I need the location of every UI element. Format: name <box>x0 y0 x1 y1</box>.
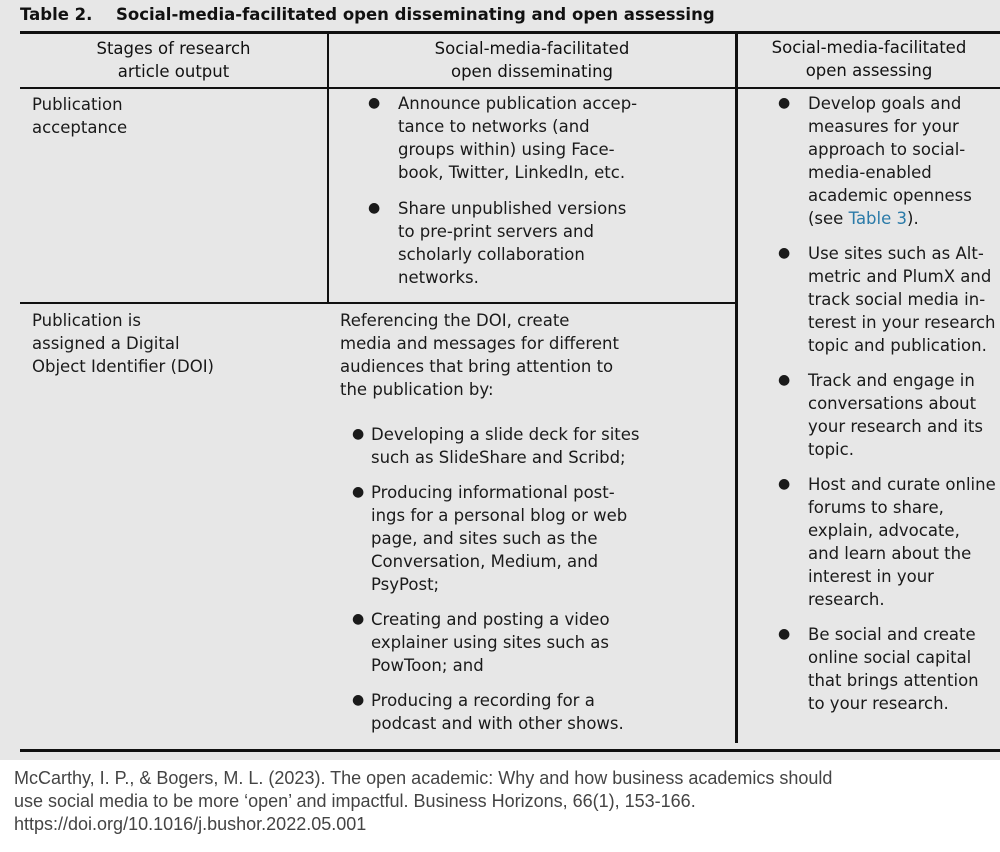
cell-line: Conversation, Medium, and <box>371 552 599 571</box>
cell-line: explainer using sites such as <box>371 633 610 652</box>
bullet-icon: ● <box>352 484 365 500</box>
bullet-icon: ● <box>352 426 365 442</box>
list-item <box>340 689 735 735</box>
cell-line: acceptance <box>32 118 128 137</box>
cell-line: Be social and create <box>808 625 976 644</box>
cell-line: Producing a recording for a <box>371 691 595 710</box>
citation-line: use social media to be more ‘open’ and impactful. Business Horizons, 66(1), 153-166. <box>14 791 696 811</box>
table-3-link[interactable]: Table 3 <box>848 209 908 228</box>
text-fragment: ). <box>907 209 919 228</box>
cell-line: topic and publication. <box>808 336 987 355</box>
header-line: Social-media-facilitated <box>434 39 630 58</box>
cell-line: audiences that bring attention to <box>340 357 614 376</box>
bullet-icon: ● <box>778 245 791 261</box>
cell-line: groups within) using Face- <box>398 140 615 159</box>
cell-line: the publication by: <box>340 380 494 399</box>
cell-line: forums to share, <box>808 498 944 517</box>
bullet-icon: ● <box>368 200 381 216</box>
cell-line: Creating and posting a video <box>371 610 610 629</box>
cell-line: explain, advocate, <box>808 521 960 540</box>
list-item <box>340 92 735 184</box>
cell-line: that brings attention <box>808 671 979 690</box>
list-item <box>738 369 1000 461</box>
cell-line: terest in your research <box>808 313 996 332</box>
bullet-icon: ● <box>352 692 365 708</box>
cell-line: media-enabled <box>808 163 932 182</box>
cell-line: Developing a slide deck for sites <box>371 425 640 444</box>
citation-line: McCarthy, I. P., & Bogers, M. L. (2023). The open academic: Why and how business academics should <box>14 768 833 788</box>
table-title <box>20 5 715 24</box>
text-fragment: (see <box>808 209 849 228</box>
cell-line: academic openness <box>808 186 972 205</box>
header-assessing <box>738 36 1000 82</box>
header-line: Social-media-facilitated <box>771 38 967 57</box>
bullet-icon: ● <box>778 372 791 388</box>
bullet-icon: ● <box>778 476 791 492</box>
cell-line <box>808 207 1000 230</box>
cell-line: topic. <box>808 440 854 459</box>
cell-line: assigned a Digital <box>32 334 180 353</box>
cell-line: and learn about the <box>808 544 972 563</box>
stage-doi-assigned <box>32 309 322 378</box>
cell-line: your research and its <box>808 417 983 436</box>
citation-doi-link[interactable]: https://doi.org/10.1016/j.bushor.2022.05.001 <box>14 814 367 834</box>
cell-line: Host and curate online <box>808 475 996 494</box>
cell-line: approach to social- <box>808 140 966 159</box>
cell-line: PsyPost; <box>371 575 440 594</box>
list-item <box>738 92 1000 230</box>
cell-line: interest in your <box>808 567 934 586</box>
header-disseminating <box>329 37 735 83</box>
cell-line: media and messages for different <box>340 334 619 353</box>
cell-line: Referencing the DOI, create <box>340 311 570 330</box>
assessing-column <box>738 92 1000 715</box>
list-item <box>340 197 735 289</box>
cell-line: metric and PlumX and <box>808 267 992 286</box>
bullet-icon: ● <box>778 95 791 111</box>
cell-line: such as SlideShare and Scribd; <box>371 448 626 467</box>
list-item <box>340 481 735 596</box>
list-item <box>738 473 1000 611</box>
list-item <box>340 423 735 469</box>
row2-intro <box>340 309 735 401</box>
cell-line: Object Identifier (DOI) <box>32 357 214 376</box>
cell-line: page, and sites such as the <box>371 529 598 548</box>
header-line: article output <box>117 62 230 81</box>
header-stages <box>20 37 327 83</box>
cell-line: ings for a personal blog or web <box>371 506 628 525</box>
list-item <box>738 242 1000 357</box>
bullet-icon: ● <box>368 95 381 111</box>
cell-line: podcast and with other shows. <box>371 714 624 733</box>
cell-line: Develop goals and <box>808 94 962 113</box>
cell-line: Publication <box>32 95 123 114</box>
row2-disseminating <box>340 309 735 735</box>
table-title-text: Social-media-facilitated open disseminating and open assessing <box>116 5 715 24</box>
bullet-icon: ● <box>352 611 365 627</box>
cell-line: Share unpublished versions <box>398 199 627 218</box>
citation <box>14 767 994 836</box>
list-item <box>340 608 735 677</box>
cell-line: conversations about <box>808 394 977 413</box>
bottom-rule <box>20 749 1000 752</box>
cell-line: to pre-print servers and <box>398 222 594 241</box>
cell-line: online social capital <box>808 648 972 667</box>
cell-line: networks. <box>398 268 479 287</box>
header-line: open disseminating <box>450 62 614 81</box>
cell-line: Producing informational post- <box>371 483 615 502</box>
cell-line: Track and engage in <box>808 371 975 390</box>
cell-line: Publication is <box>32 311 141 330</box>
cell-line: Announce publication accep- <box>398 94 638 113</box>
cell-line: research. <box>808 590 885 609</box>
cell-line: to your research. <box>808 694 949 713</box>
cell-line: Use sites such as Alt- <box>808 244 984 263</box>
header-rule <box>20 87 1000 89</box>
stage-publication-acceptance <box>32 93 322 139</box>
header-line: open assessing <box>805 61 933 80</box>
header-line: Stages of research <box>96 39 251 58</box>
cell-line: scholarly collaboration <box>398 245 585 264</box>
cell-line: measures for your <box>808 117 959 136</box>
table-label: Table 2. <box>20 5 93 24</box>
cell-line: book, Twitter, LinkedIn, etc. <box>398 163 626 182</box>
cell-line: tance to networks (and <box>398 117 590 136</box>
top-rule <box>20 31 1000 34</box>
row1-disseminating <box>340 92 735 289</box>
list-item <box>738 623 1000 715</box>
cell-line: PowToon; and <box>371 656 484 675</box>
row-separator <box>20 302 736 304</box>
bullet-icon: ● <box>778 626 791 642</box>
cell-line: track social media in- <box>808 290 986 309</box>
